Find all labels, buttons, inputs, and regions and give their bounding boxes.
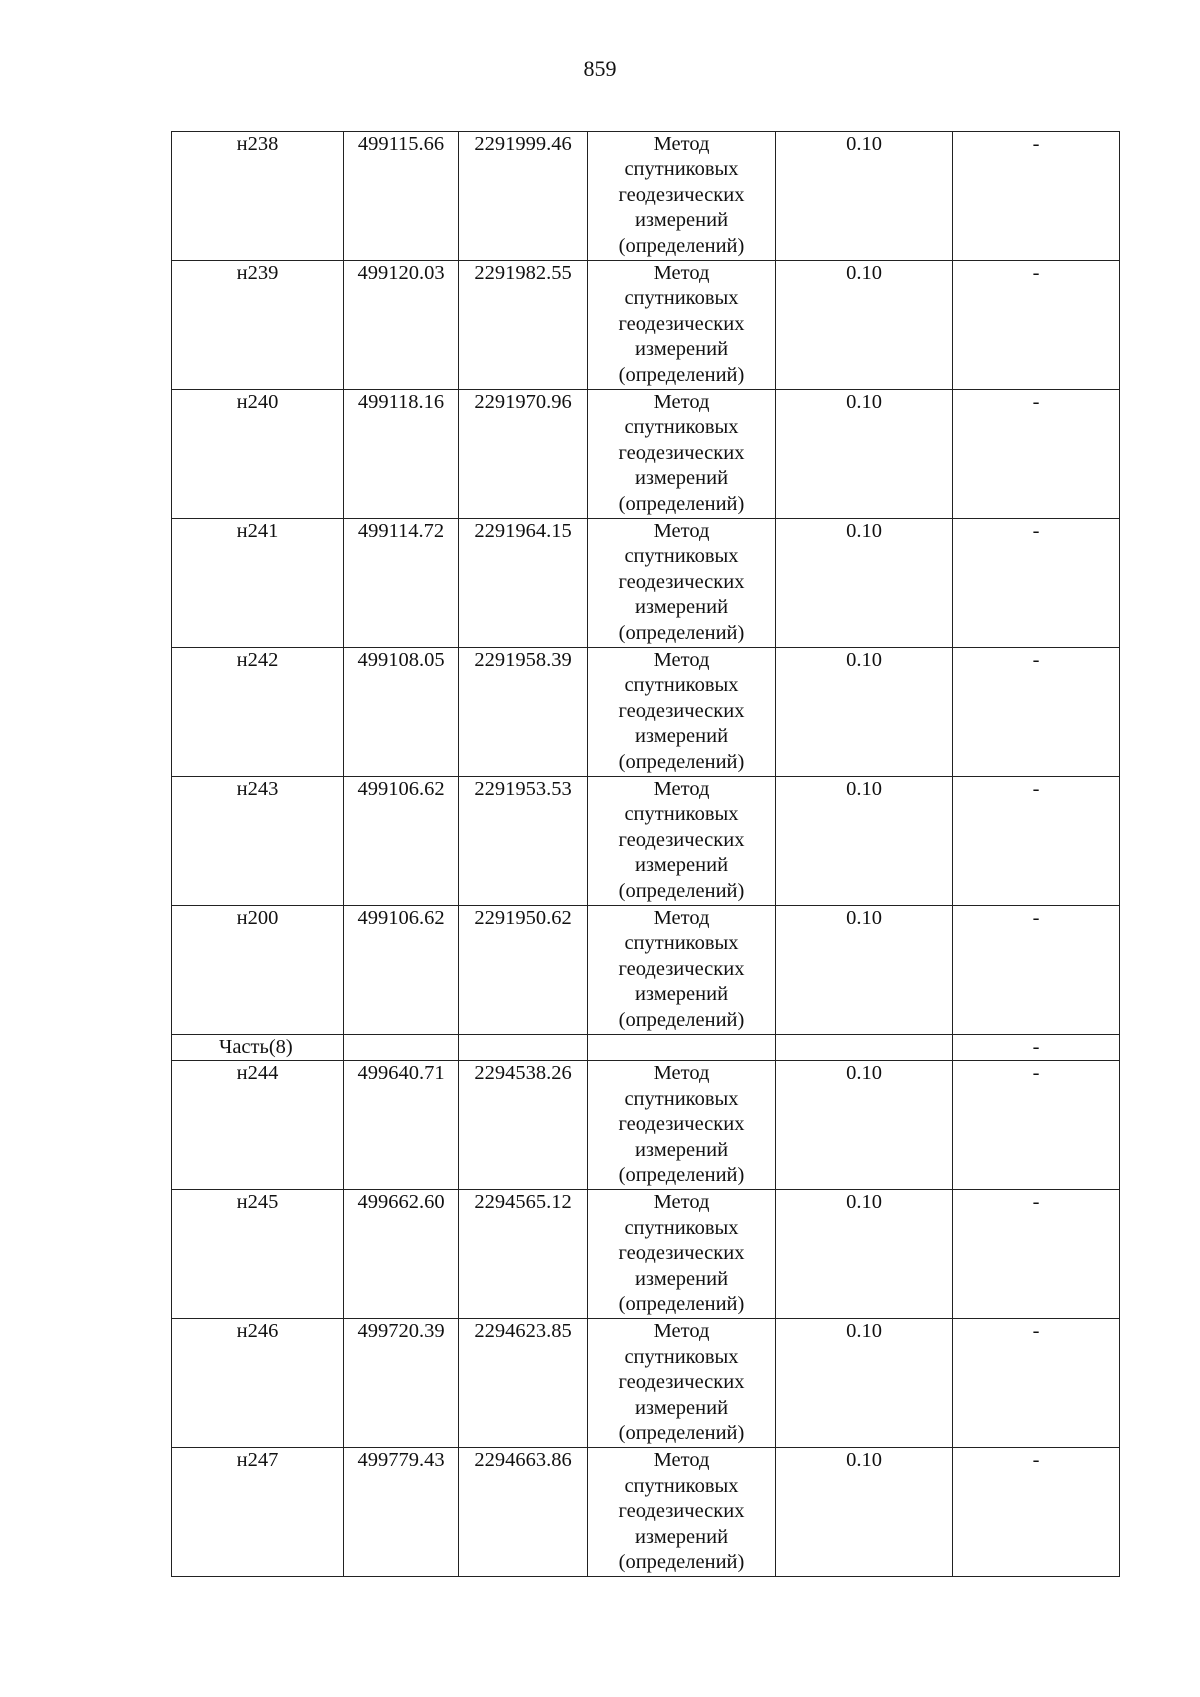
table-row	[172, 390, 1120, 519]
note-cell: -	[953, 648, 1120, 777]
note-cell: -	[953, 132, 1120, 261]
y-coordinate-cell: 2291964.15	[459, 519, 588, 648]
section-header-row	[172, 1035, 1120, 1061]
note-cell: -	[953, 261, 1120, 390]
table-row	[172, 1190, 1120, 1319]
point-name-cell: н239	[172, 261, 344, 390]
table-row	[172, 1061, 1120, 1190]
method-cell	[588, 1035, 776, 1061]
method-cell: Метод спутниковых геодезических измерений (определений)	[588, 1190, 776, 1319]
y-coordinate-cell: 2291970.96	[459, 390, 588, 519]
point-name-cell: н244	[172, 1061, 344, 1190]
x-coordinate-cell: 499106.62	[344, 777, 459, 906]
point-name-cell: н245	[172, 1190, 344, 1319]
x-coordinate-cell: 499108.05	[344, 648, 459, 777]
table-row	[172, 261, 1120, 390]
y-coordinate-cell: 2291953.53	[459, 777, 588, 906]
method-cell: Метод спутниковых геодезических измерений (определений)	[588, 132, 776, 261]
method-cell: Метод спутниковых геодезических измерений (определений)	[588, 1061, 776, 1190]
method-cell: Метод спутниковых геодезических измерений (определений)	[588, 1319, 776, 1448]
x-coordinate-cell: 499118.16	[344, 390, 459, 519]
accuracy-cell	[776, 1035, 953, 1061]
point-name-cell: н200	[172, 906, 344, 1035]
point-name-cell: н242	[172, 648, 344, 777]
accuracy-cell: 0.10	[776, 261, 953, 390]
x-coordinate-cell	[344, 1035, 459, 1061]
x-coordinate-cell: 499779.43	[344, 1448, 459, 1577]
accuracy-cell: 0.10	[776, 1061, 953, 1190]
note-cell: -	[953, 390, 1120, 519]
method-cell: Метод спутниковых геодезических измерений (определений)	[588, 519, 776, 648]
x-coordinate-cell: 499115.66	[344, 132, 459, 261]
point-name-cell: н238	[172, 132, 344, 261]
y-coordinate-cell: 2291950.62	[459, 906, 588, 1035]
accuracy-cell: 0.10	[776, 519, 953, 648]
method-cell: Метод спутниковых геодезических измерений (определений)	[588, 777, 776, 906]
accuracy-cell: 0.10	[776, 390, 953, 519]
note-cell: -	[953, 906, 1120, 1035]
table-row	[172, 132, 1120, 261]
x-coordinate-cell: 499720.39	[344, 1319, 459, 1448]
table-row	[172, 777, 1120, 906]
accuracy-cell: 0.10	[776, 1319, 953, 1448]
y-coordinate-cell: 2291999.46	[459, 132, 588, 261]
table-row	[172, 1448, 1120, 1577]
accuracy-cell: 0.10	[776, 648, 953, 777]
note-cell: -	[953, 1319, 1120, 1448]
x-coordinate-cell: 499662.60	[344, 1190, 459, 1319]
note-cell: -	[953, 1061, 1120, 1190]
accuracy-cell: 0.10	[776, 132, 953, 261]
method-cell: Метод спутниковых геодезических измерений (определений)	[588, 906, 776, 1035]
point-name-cell: н240	[172, 390, 344, 519]
point-name-cell: н241	[172, 519, 344, 648]
table-row	[172, 906, 1120, 1035]
accuracy-cell: 0.10	[776, 906, 953, 1035]
page-number: 859	[583, 56, 617, 81]
coordinates-table-body	[172, 132, 1120, 1577]
x-coordinate-cell: 499120.03	[344, 261, 459, 390]
point-name-cell: н246	[172, 1319, 344, 1448]
method-cell: Метод спутниковых геодезических измерений (определений)	[588, 390, 776, 519]
point-name-cell: н243	[172, 777, 344, 906]
x-coordinate-cell: 499114.72	[344, 519, 459, 648]
x-coordinate-cell: 499640.71	[344, 1061, 459, 1190]
point-name-cell: Часть(8)	[172, 1035, 344, 1061]
x-coordinate-cell: 499106.62	[344, 906, 459, 1035]
table-row	[172, 1319, 1120, 1448]
method-cell: Метод спутниковых геодезических измерений (определений)	[588, 261, 776, 390]
point-name-cell: н247	[172, 1448, 344, 1577]
note-cell: -	[953, 1190, 1120, 1319]
note-cell: -	[953, 1448, 1120, 1577]
y-coordinate-cell: 2294565.12	[459, 1190, 588, 1319]
y-coordinate-cell: 2291958.39	[459, 648, 588, 777]
y-coordinate-cell: 2294538.26	[459, 1061, 588, 1190]
note-cell: -	[953, 1035, 1120, 1061]
y-coordinate-cell: 2291982.55	[459, 261, 588, 390]
coordinates-table	[171, 131, 1120, 1577]
note-cell: -	[953, 777, 1120, 906]
accuracy-cell: 0.10	[776, 777, 953, 906]
accuracy-cell: 0.10	[776, 1448, 953, 1577]
note-cell: -	[953, 519, 1120, 648]
y-coordinate-cell: 2294663.86	[459, 1448, 588, 1577]
table-row	[172, 648, 1120, 777]
y-coordinate-cell: 2294623.85	[459, 1319, 588, 1448]
method-cell: Метод спутниковых геодезических измерений (определений)	[588, 1448, 776, 1577]
accuracy-cell: 0.10	[776, 1190, 953, 1319]
y-coordinate-cell	[459, 1035, 588, 1061]
method-cell: Метод спутниковых геодезических измерений (определений)	[588, 648, 776, 777]
table-row	[172, 519, 1120, 648]
